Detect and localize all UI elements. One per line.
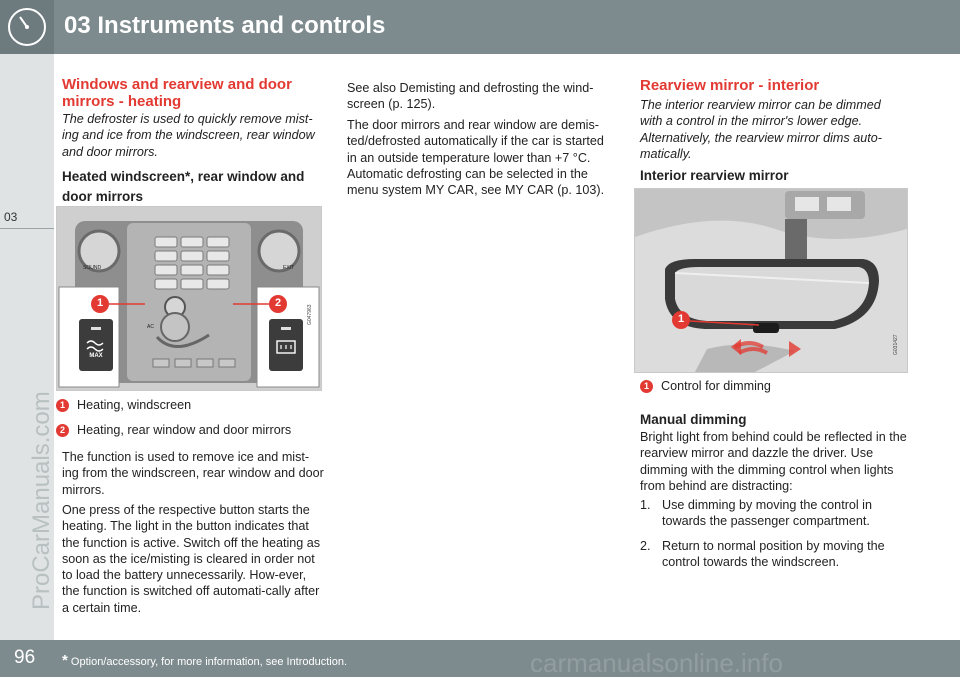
list-item — [640, 497, 906, 530]
callout-badge: 1 — [56, 399, 69, 412]
max-button-label: MAX — [89, 353, 103, 359]
callout-badge: 2 — [56, 424, 69, 437]
figure-code: G047963 — [307, 304, 313, 325]
callout-text: Heating, windscreen — [77, 398, 192, 412]
callout-1 — [640, 379, 771, 393]
footnote-text: Option/accessory, for more information, see Introduction. — [67, 656, 348, 668]
list-item — [640, 538, 906, 571]
step-text: Return to normal position by moving the control towards the windscreen. — [662, 538, 885, 569]
exit-label: EXIT — [283, 265, 295, 271]
callout-1 — [56, 398, 191, 412]
figure-label-2: 2 — [274, 297, 282, 309]
callout-text: Heating, rear window and door mirrors — [77, 423, 292, 437]
subheading: Heated windscreen*, rear window and door mirrors — [62, 169, 305, 204]
step-text: Use dimming by moving the control in towards the passenger compartment. — [662, 498, 872, 529]
chapter-tab: 03 — [4, 210, 18, 224]
body-paragraph: Bright light from behind could be reflected in the rearview mirror and dazzle the driver. Use dimming with the dimming control when lights from behind are distracting: — [640, 430, 907, 493]
callout-2 — [56, 423, 291, 437]
rearview-mirror-illustration — [635, 189, 907, 372]
section-title: Rearview mirror - interior — [640, 77, 820, 94]
figure-label-1: 1 — [96, 297, 104, 309]
page-title: 03 Instruments and controls — [64, 12, 386, 39]
step-number: 1. — [640, 498, 651, 512]
body-paragraph: The door mirrors and rear window are demis-ted/defrosted automatically if the car is started in an outside temperature lower than +7 °C. Automatic defrosting can be selected in the menu system MY CAR, see MY CAR (p. 103). — [347, 118, 605, 198]
step-number: 2. — [640, 538, 651, 553]
footnote — [62, 652, 347, 669]
steps-list — [640, 497, 906, 570]
climate-panel-figure — [56, 206, 322, 391]
page-number: 96 — [14, 647, 36, 668]
rearview-mirror-figure — [634, 188, 908, 373]
figure-label-1: 1 — [677, 313, 685, 325]
body-paragraph: The function is used to remove ice and mist-ing from the windscreen, rear window and door mirrors. — [62, 450, 324, 497]
section-lead: The defroster is used to quickly remove mist-ing and ice from the windscreen, rear window and door mirrors. — [62, 112, 315, 159]
side-watermark: ProCarManuals.com — [28, 391, 55, 610]
callout-text: Control for dimming — [661, 379, 771, 393]
body-paragraph: One press of the respective button starts the heating. The light in the button indicates that the function is active. Switch off the heating as soon as the ice/misting is cleared in order not to load the battery unnecessarily. How-ever, the function is switched off automati-cally after a certain time. — [62, 503, 321, 615]
subheading: Manual dimming — [640, 412, 747, 427]
gauge-icon — [0, 0, 54, 54]
ac-label: AC — [147, 324, 154, 330]
divider — [0, 228, 54, 229]
figure-code: G031427 — [893, 334, 899, 355]
footnote-mark: * — [62, 652, 68, 669]
section-title: Windows and rearview and door mirrors - heating — [62, 76, 292, 110]
bottom-watermark: carmanualsonline.info — [530, 648, 783, 678]
sound-label: SOUND — [83, 265, 102, 271]
subheading: Interior rearview mirror — [640, 168, 789, 183]
callout-badge: 1 — [640, 380, 653, 393]
section-lead: The interior rearview mirror can be dimmed with a control in the mirror's lower edge. Alternatively, the rearview mirror dims auto-matically. — [640, 98, 882, 161]
body-paragraph: See also Demisting and defrosting the wind-screen (p. 125). — [347, 81, 594, 112]
